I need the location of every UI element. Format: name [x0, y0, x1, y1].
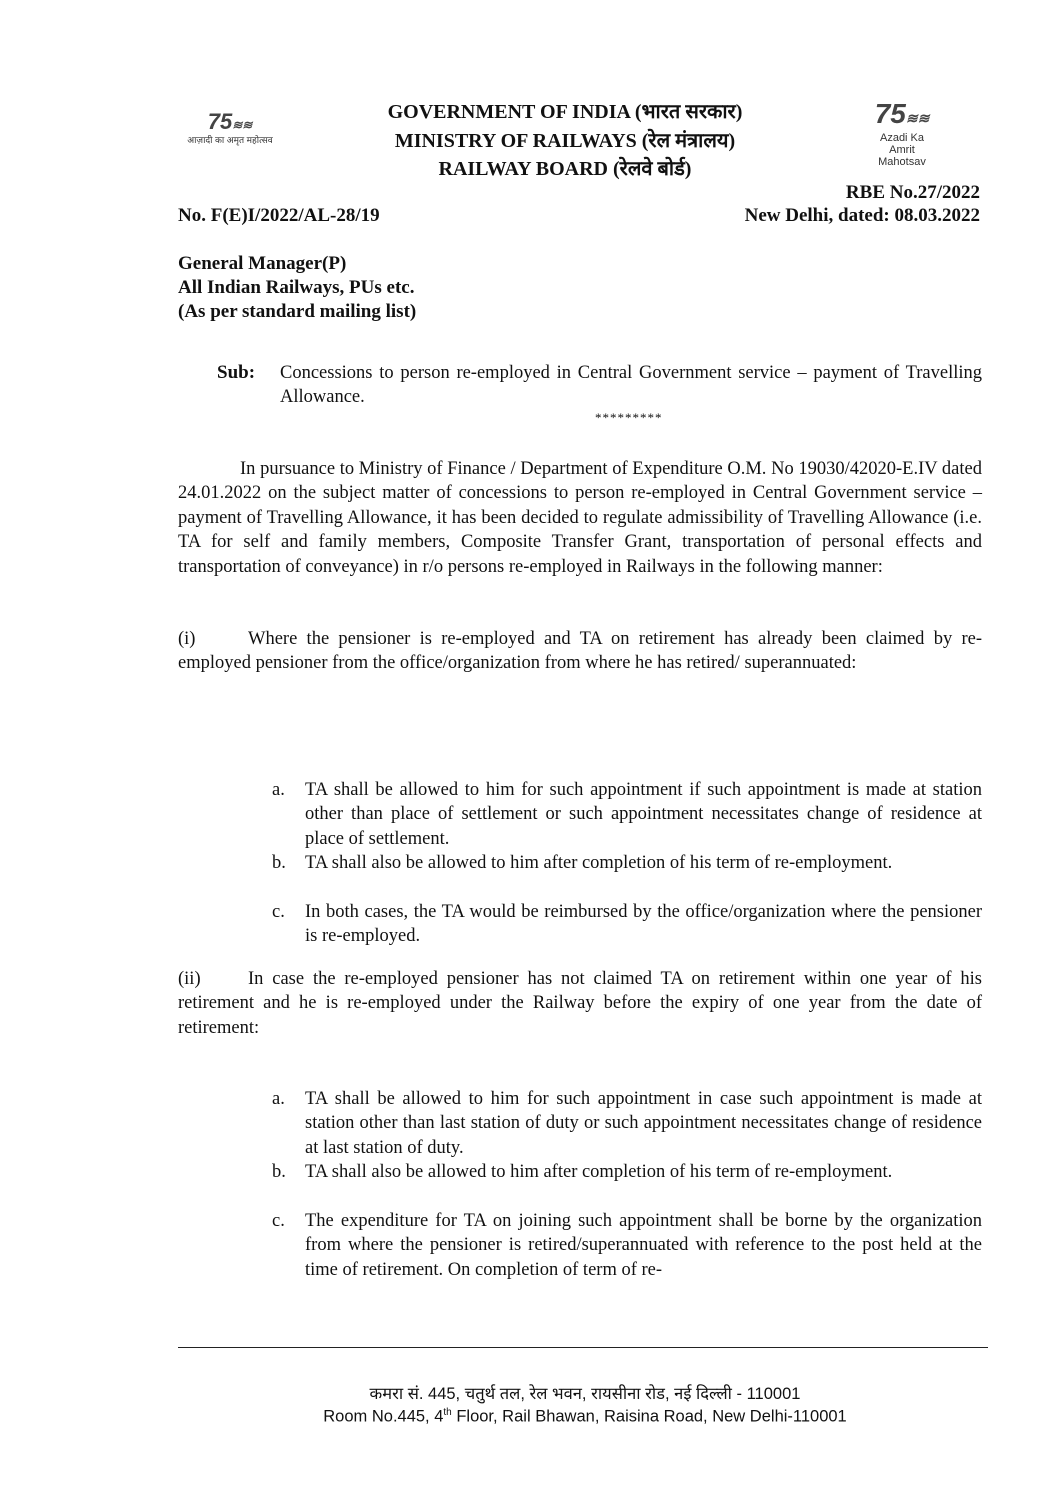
footer-text: Floor, Rail Bhawan, Raisina Road, New Delhi-110001 [451, 1407, 847, 1426]
footer-sup: th [443, 1407, 452, 1418]
footer-address-hindi: कमरा सं. 445, चतुर्थ तल, रेल भवन, रायसीना रोड, नई दिल्ली - 110001 [369, 1385, 801, 1403]
item-text: The expenditure for TA on joining such appointment shall be borne by the organization from where the pensioner is retired/superannuated with reference to the post held at the time of retirement. On completion of term of re- [305, 1211, 982, 1280]
item-text: TA shall be allowed to him for such appointment in case such appointment is made at station other than last station of duty or such appointment necessitates change of residence at last station of duty. [305, 1089, 982, 1158]
azadi-logo-left: 75≋≋ आज़ादी का अमृत महोत्सव [187, 109, 273, 145]
item-label: a. [272, 1089, 285, 1109]
section-1 [178, 627, 982, 676]
footer-divider [178, 1347, 988, 1348]
item-label: c. [272, 1211, 285, 1231]
footer-address-english [0, 1407, 1060, 1427]
item-text: TA shall also be allowed to him after completion of his term of re-employment. [305, 1162, 893, 1182]
item-label: c. [272, 902, 285, 922]
header-ministry: MINISTRY OF RAILWAYS (रेल मंत्रालय) [394, 130, 736, 152]
section-1-label: (i) [178, 629, 196, 649]
item-text: In both cases, the TA would be reimbursed by the office/organization where the pensioner is re-employed. [305, 902, 982, 947]
addressee-line: (As per standard mailing list) [178, 301, 417, 322]
item-label: b. [272, 853, 286, 873]
footer-text: Room No.445, 4 [323, 1407, 444, 1426]
addressee [178, 252, 416, 324]
addressee-line: All Indian Railways, PUs etc. [178, 277, 415, 298]
item-label: b. [272, 1162, 286, 1182]
item-label: a. [272, 780, 285, 800]
rbe-number: RBE No.27/2022 [845, 182, 980, 203]
item-text: TA shall be allowed to him for such appointment if such appointment is made at station other than place of settlement or such appointment necessitates change of residence at place of settlement. [305, 780, 982, 849]
header-government: GOVERNMENT OF INDIA (भारत सरकार) [387, 101, 743, 123]
section-1-text: Where the pensioner is re-employed and TA on retirement has already been claimed by re-employed pensioner from the office/organization from where he has retired/ superannuated: [178, 629, 982, 674]
intro-paragraph: In pursuance to Ministry of Finance / Department of Expenditure O.M. No 19030/42020-E.IV dated 24.01.2022 on the subject matter of concessions to person re-employed in Central Government service – payment of Travelling Allowance, it has been decided to regulate admissibility of Travelling Allowance (i.e. TA for self and family members, Composite Transfer Grant, transportation of personal effects and transportation of conveyance) in r/o persons re-employed in Railways in the following manner: [178, 459, 982, 577]
issue-date: New Delhi, dated: 08.03.2022 [744, 205, 980, 226]
subject-text: Concessions to person re-employed in Central Government service – payment of Travelling Allowance. [280, 363, 982, 408]
addressee-line: General Manager(P) [178, 253, 347, 274]
azadi-logo-right: 75≋≋ Azadi Ka Amrit Mahotsav [874, 98, 930, 168]
file-number: No. F(E)I/2022/AL-28/19 [178, 205, 380, 226]
header-board: RAILWAY BOARD (रेलवे बोर्ड) [438, 158, 692, 180]
section-2 [178, 967, 982, 1040]
subject-label: Sub: [217, 362, 256, 383]
item-text: TA shall also be allowed to him after completion of his term of re-employment. [305, 853, 893, 873]
section-2-text: In case the re-employed pensioner has not claimed TA on retirement within one year of his retirement and he is re-employed under the Railway before the expiry of one year from the date of retirement: [178, 969, 982, 1038]
section-2-label: (ii) [178, 969, 201, 989]
separator: ********* [595, 410, 663, 425]
